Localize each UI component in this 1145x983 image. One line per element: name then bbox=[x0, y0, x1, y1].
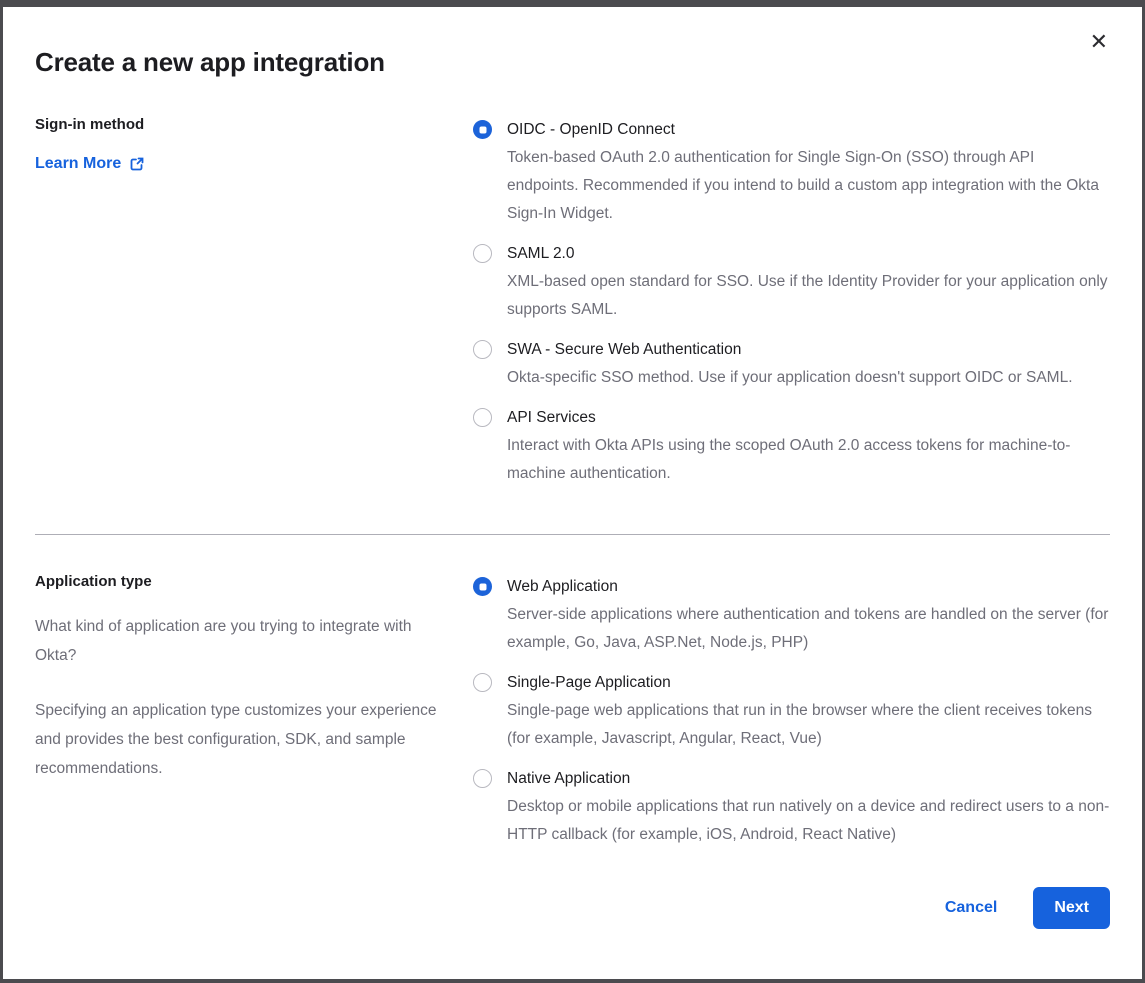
radio-unselected-icon[interactable] bbox=[473, 340, 492, 359]
radio-option-label[interactable]: Web Application bbox=[507, 578, 618, 595]
radio-option-text bbox=[507, 765, 1110, 849]
application-type-radio-group bbox=[473, 573, 1110, 849]
radio-option-description: Okta-specific SSO method. Use if your application doesn't support OIDC or SAML. bbox=[507, 369, 1073, 386]
radio-option-text bbox=[507, 404, 1110, 488]
dialog-footer bbox=[35, 887, 1110, 929]
radio-option-description: Single-page web applications that run in the browser where the client receives tokens (for example, Javascript, Angular, React, Vue) bbox=[507, 702, 1093, 747]
radio-option-label[interactable]: Single-Page Application bbox=[507, 674, 671, 691]
section-divider bbox=[35, 534, 1110, 535]
radio-option-text bbox=[507, 669, 1110, 753]
radio-option-text bbox=[507, 240, 1110, 324]
radio-option-description: Server-side applications where authentication and tokens are handled on the server (for example, Go, Java, ASP.Net, Node.js, PHP) bbox=[507, 606, 1109, 651]
radio-unselected-icon[interactable] bbox=[473, 673, 492, 692]
radio-option-web-application[interactable] bbox=[473, 573, 1110, 657]
learn-more-label: Learn More bbox=[35, 155, 122, 172]
radio-option-api-services[interactable] bbox=[473, 404, 1110, 488]
radio-option-description: Interact with Okta APIs using the scoped OAuth 2.0 access tokens for machine-to-machine authentication. bbox=[507, 437, 1071, 482]
signin-method-left-column bbox=[35, 116, 473, 173]
radio-selected-icon[interactable] bbox=[473, 120, 492, 139]
application-type-label: Application type bbox=[35, 573, 152, 590]
radio-option-swa[interactable] bbox=[473, 336, 1110, 392]
signin-method-label: Sign-in method bbox=[35, 116, 145, 133]
radio-option-label[interactable]: SWA - Secure Web Authentication bbox=[507, 341, 742, 358]
application-type-section bbox=[35, 573, 1110, 849]
radio-option-saml[interactable] bbox=[473, 240, 1110, 324]
radio-option-label[interactable]: OIDC - OpenID Connect bbox=[507, 121, 675, 138]
cancel-button[interactable]: Cancel bbox=[944, 899, 998, 916]
radio-option-description: XML-based open standard for SSO. Use if the Identity Provider for your application only supports SAML. bbox=[507, 273, 1108, 318]
radio-selected-icon[interactable] bbox=[473, 577, 492, 596]
radio-option-text bbox=[507, 573, 1110, 657]
application-type-left-column bbox=[35, 573, 473, 809]
radio-option-single-page-application[interactable] bbox=[473, 669, 1110, 753]
page-title: Create a new app integration bbox=[35, 47, 385, 77]
next-button[interactable]: Next bbox=[1033, 887, 1110, 929]
radio-option-text bbox=[507, 116, 1110, 228]
radio-option-label[interactable]: Native Application bbox=[507, 770, 631, 787]
radio-unselected-icon[interactable] bbox=[473, 769, 492, 788]
radio-option-description: Token-based OAuth 2.0 authentication for Single Sign-On (SSO) through API endpoints. Recommended if you intend to build a custom app integration with the Okta Sign-In Widget. bbox=[507, 149, 1099, 222]
radio-option-label[interactable]: API Services bbox=[507, 409, 596, 426]
close-icon[interactable]: ✕ bbox=[1089, 29, 1108, 54]
radio-option-oidc[interactable] bbox=[473, 116, 1110, 228]
signin-method-section bbox=[35, 116, 1110, 488]
radio-option-label[interactable]: SAML 2.0 bbox=[507, 245, 575, 262]
radio-unselected-icon[interactable] bbox=[473, 408, 492, 427]
application-type-explanation: Specifying an application type customizes your experience and provides the best configuration, SDK, and sample recommendations. bbox=[35, 702, 437, 777]
radio-option-description: Desktop or mobile applications that run natively on a device and redirect users to a non-HTTP callback (for example, iOS, Android, React Native) bbox=[507, 798, 1110, 843]
create-app-integration-dialog bbox=[3, 7, 1142, 979]
radio-unselected-icon[interactable] bbox=[473, 244, 492, 263]
radio-option-native-application[interactable] bbox=[473, 765, 1110, 849]
learn-more-link[interactable] bbox=[35, 155, 145, 173]
application-type-question: What kind of application are you trying to integrate with Okta? bbox=[35, 618, 412, 664]
radio-option-text bbox=[507, 336, 1073, 392]
signin-method-radio-group bbox=[473, 116, 1110, 488]
external-link-icon bbox=[129, 156, 145, 172]
